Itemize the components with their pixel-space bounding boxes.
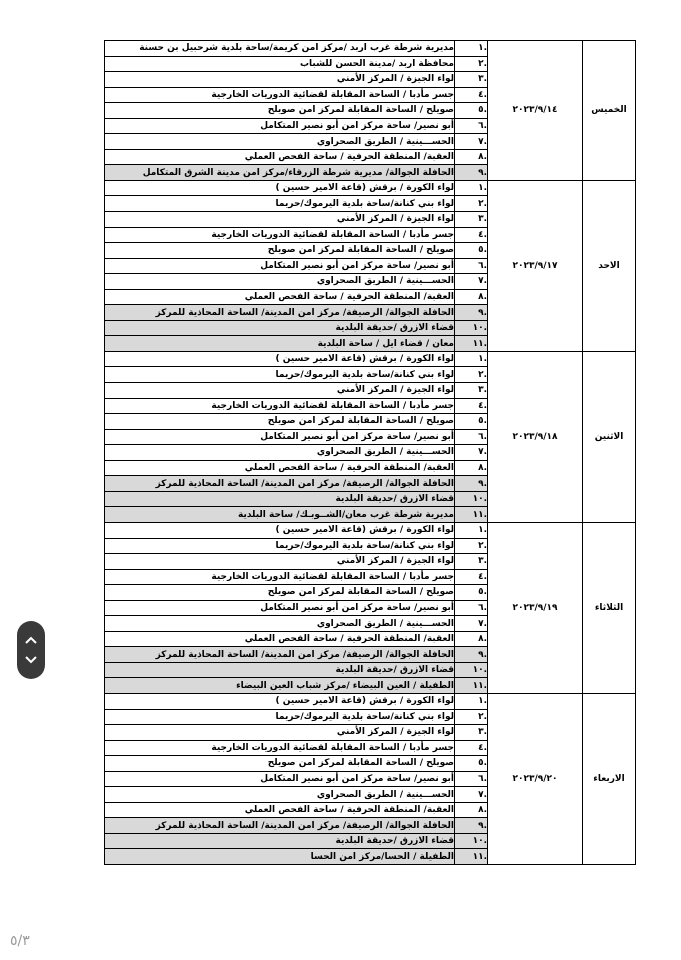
location-cell: لواء بني كنانة/ساحة بلدية اليرموك/حريما <box>105 538 455 554</box>
row-number: .١١ <box>455 336 488 352</box>
location-cell: صويلح / الساحة المقابلة لمركز امن صويلح <box>105 103 455 119</box>
location-cell: العقبة/ المنطقة الحرفية / ساحة الفحص العملي <box>105 460 455 476</box>
location-cell: لواء بني كنانة/ساحة بلدية اليرموك/حريما <box>105 196 455 212</box>
location-cell: الحافلة الجوالة/ الرصيفة/ مركز امن المدينة/ الساحة المحاذية للمركز <box>105 305 455 321</box>
row-number: .٣ <box>455 725 488 741</box>
date-cell: ٢٠٢٣/٩/٢٠ <box>488 693 583 864</box>
row-number: .٨ <box>455 631 488 647</box>
day-cell: الخميس <box>583 41 636 181</box>
location-cell: قضاء الازرق /حديقة البلدية <box>105 320 455 336</box>
scroll-up-button[interactable] <box>21 630 41 650</box>
row-number: .٢ <box>455 367 488 383</box>
location-cell: العقبة/ المنطقة الحرفية / ساحة الفحص العملي <box>105 149 455 165</box>
row-number: .٢ <box>455 709 488 725</box>
location-cell: لواء الجيزة / المركز الأمني <box>105 383 455 399</box>
schedule-row <box>105 180 636 196</box>
location-cell: العقبة/ المنطقة الحرفية / ساحة الفحص العملي <box>105 802 455 818</box>
date-cell: ٢٠٢٣/٩/١٨ <box>488 351 583 522</box>
row-number: .٧ <box>455 134 488 150</box>
row-number: .٤ <box>455 740 488 756</box>
location-cell: جسر مأدبا / الساحة المقابلة لقضائية الدوريات الخارجية <box>105 740 455 756</box>
location-cell: أبو نصير/ ساحة مركز امن أبو نصير المتكامل <box>105 429 455 445</box>
date-cell: ٢٠٢٣/٩/١٩ <box>488 522 583 693</box>
location-cell: قضاء الازرق /حديقة البلدية <box>105 662 455 678</box>
row-number: .٣ <box>455 554 488 570</box>
row-number: .٥ <box>455 585 488 601</box>
location-cell: أبو نصير/ ساحة مركز امن أبو نصير المتكامل <box>105 118 455 134</box>
day-cell: الاثنين <box>583 351 636 522</box>
row-number: .٢ <box>455 196 488 212</box>
row-number: .٨ <box>455 289 488 305</box>
location-cell: مديرية شرطة غرب اربد /مركز امن كريمة/ساحة بلدية شرحبيل بن حسنة <box>105 41 455 57</box>
row-number: .١٠ <box>455 833 488 849</box>
row-number: .٨ <box>455 149 488 165</box>
location-cell: الحســـينية / الطريق الصحراوي <box>105 787 455 803</box>
row-number: .٦ <box>455 258 488 274</box>
page-scroll-control <box>17 621 45 679</box>
row-number: .١ <box>455 180 488 196</box>
schedule-row <box>105 351 636 367</box>
schedule-row <box>105 693 636 709</box>
row-number: .٢ <box>455 538 488 554</box>
location-cell: صويلح / الساحة المقابلة لمركز امن صويلح <box>105 243 455 259</box>
location-cell: صويلح / الساحة المقابلة لمركز امن صويلح <box>105 585 455 601</box>
day-cell: الاربعاء <box>583 693 636 864</box>
page-counter: ٥/٣ <box>10 933 30 949</box>
row-number: .٨ <box>455 802 488 818</box>
row-number: .٩ <box>455 165 488 181</box>
row-number: .٧ <box>455 274 488 290</box>
location-cell: أبو نصير/ ساحة مركز امن أبو نصير المتكامل <box>105 771 455 787</box>
location-cell: الطفيلة / العين البيضاء /مركز شباب العين البيضاء <box>105 678 455 694</box>
row-number: .٦ <box>455 771 488 787</box>
location-cell: الحســـينية / الطريق الصحراوي <box>105 134 455 150</box>
location-cell: الطفيلة / الحسا/مركز امن الحسا <box>105 849 455 865</box>
location-cell: أبو نصير/ ساحة مركز امن أبو نصير المتكامل <box>105 600 455 616</box>
row-number: .٤ <box>455 227 488 243</box>
location-cell: معان / قضاء ايل / ساحة البلدية <box>105 336 455 352</box>
row-number: .١٠ <box>455 662 488 678</box>
location-cell: العقبة/ المنطقة الحرفية / ساحة الفحص العملي <box>105 289 455 305</box>
row-number: .١ <box>455 693 488 709</box>
schedule-body <box>105 41 636 865</box>
row-number: .٩ <box>455 818 488 834</box>
location-cell: قضاء الازرق /حديقة البلدية <box>105 833 455 849</box>
location-cell: لواء الجيزة / المركز الأمني <box>105 725 455 741</box>
row-number: .٣ <box>455 72 488 88</box>
location-cell: الحافلة الجوالة/ الرصيفة/ مركز امن المدينة/ الساحة المحاذية للمركز <box>105 476 455 492</box>
location-cell: صويلح / الساحة المقابلة لمركز امن صويلح <box>105 756 455 772</box>
row-number: .٧ <box>455 616 488 632</box>
row-number: .٩ <box>455 476 488 492</box>
location-cell: لواء الكورة / برقش (قاعة الامير حسين ) <box>105 180 455 196</box>
location-cell: محافظة اربد /مدينة الحسن للشباب <box>105 56 455 72</box>
row-number: .٥ <box>455 756 488 772</box>
location-cell: جسر مأدبا / الساحة المقابلة لقضائية الدوريات الخارجية <box>105 87 455 103</box>
row-number: .٥ <box>455 414 488 430</box>
row-number: .٣ <box>455 383 488 399</box>
row-number: .٦ <box>455 429 488 445</box>
location-cell: الحافلة الجوالة/ الرصيفة/ مركز امن المدينة/ الساحة المحاذية للمركز <box>105 818 455 834</box>
date-cell: ٢٠٢٣/٩/١٤ <box>488 41 583 181</box>
chevron-down-icon <box>25 656 37 664</box>
row-number: .١١ <box>455 849 488 865</box>
row-number: .٥ <box>455 103 488 119</box>
schedule-row <box>105 522 636 538</box>
chevron-up-icon <box>25 636 37 644</box>
location-cell: لواء الكورة / برقش (قاعة الامير حسين ) <box>105 693 455 709</box>
day-cell: الثلاثاء <box>583 522 636 693</box>
location-cell: لواء الجيزة / المركز الأمني <box>105 72 455 88</box>
location-cell: جسر مأدبا / الساحة المقابلة لقضائية الدوريات الخارجية <box>105 569 455 585</box>
row-number: .٩ <box>455 305 488 321</box>
row-number: .٤ <box>455 569 488 585</box>
row-number: .٤ <box>455 87 488 103</box>
date-cell: ٢٠٢٣/٩/١٧ <box>488 180 583 351</box>
location-cell: الحســـينية / الطريق الصحراوي <box>105 274 455 290</box>
schedule-row <box>105 41 636 57</box>
location-cell: صويلح / الساحة المقابلة لمركز امن صويلح <box>105 414 455 430</box>
row-number: .١١ <box>455 678 488 694</box>
row-number: .١ <box>455 522 488 538</box>
location-cell: الحافلة الجوالة/ الرصيفة/ مركز امن المدينة/ الساحة المحاذية للمركز <box>105 647 455 663</box>
location-cell: قضاء الازرق /حديقة البلدية <box>105 491 455 507</box>
scroll-down-button[interactable] <box>21 650 41 670</box>
row-number: .٣ <box>455 212 488 228</box>
row-number: .١٠ <box>455 320 488 336</box>
row-number: .٩ <box>455 647 488 663</box>
location-cell: الحســـينية / الطريق الصحراوي <box>105 616 455 632</box>
schedule-table <box>104 40 636 865</box>
location-cell: جسر مأدبا / الساحة المقابلة لقضائية الدوريات الخارجية <box>105 398 455 414</box>
row-number: .٦ <box>455 600 488 616</box>
row-number: .١٠ <box>455 491 488 507</box>
location-cell: لواء بني كنانة/ساحة بلدية اليرموك/حريما <box>105 367 455 383</box>
location-cell: الحســـينية / الطريق الصحراوي <box>105 445 455 461</box>
location-cell: لواء بني كنانة/ساحة بلدية اليرموك/حريما <box>105 709 455 725</box>
location-cell: جسر مأدبا / الساحة المقابلة لقضائية الدوريات الخارجية <box>105 227 455 243</box>
location-cell: مديرية شرطة غرب معان/الشــوبـك/ ساحة البلدية <box>105 507 455 523</box>
row-number: .٤ <box>455 398 488 414</box>
row-number: .١١ <box>455 507 488 523</box>
location-cell: لواء الجيزة / المركز الأمني <box>105 212 455 228</box>
location-cell: لواء الكورة / برقش (قاعة الامير حسين ) <box>105 351 455 367</box>
location-cell: الحافلة الجوالة/ مديرية شرطة الزرقاء/مركز امن مدينة الشرق المتكامل <box>105 165 455 181</box>
location-cell: أبو نصير/ ساحة مركز امن أبو نصير المتكامل <box>105 258 455 274</box>
location-cell: العقبة/ المنطقة الحرفية / ساحة الفحص العملي <box>105 631 455 647</box>
row-number: .٧ <box>455 787 488 803</box>
location-cell: لواء الجيزة / المركز الأمني <box>105 554 455 570</box>
day-cell: الاحد <box>583 180 636 351</box>
row-number: .٦ <box>455 118 488 134</box>
row-number: .٨ <box>455 460 488 476</box>
row-number: .٢ <box>455 56 488 72</box>
row-number: .١ <box>455 41 488 57</box>
row-number: .٥ <box>455 243 488 259</box>
location-cell: لواء الكورة / برقش (قاعة الامير حسين ) <box>105 522 455 538</box>
row-number: .١ <box>455 351 488 367</box>
row-number: .٧ <box>455 445 488 461</box>
